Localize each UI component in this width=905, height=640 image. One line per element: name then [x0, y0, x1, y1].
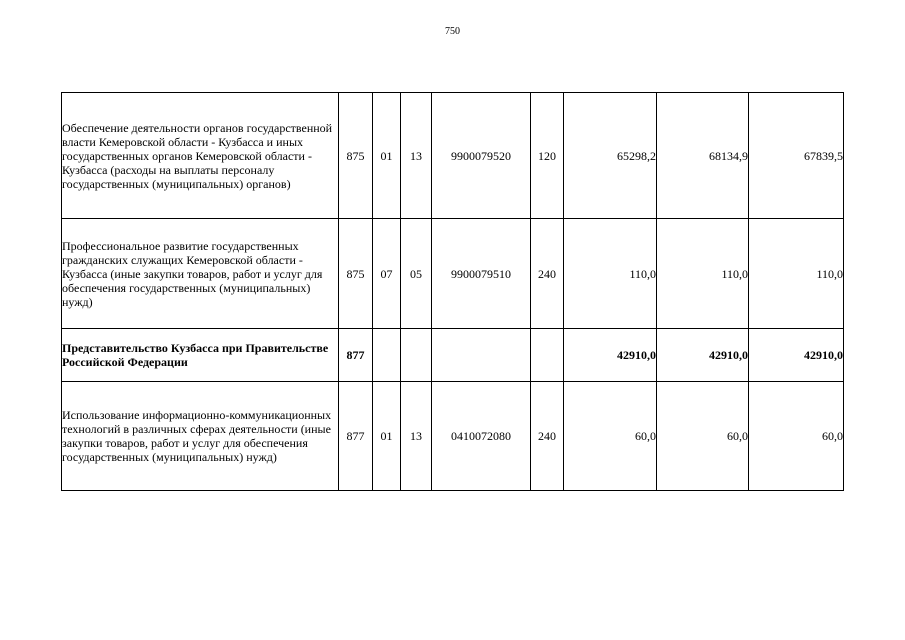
expense-type-code: 240 [531, 219, 564, 329]
row-name: Использование информационно-коммуникационных технологий в различных сферах деятельности (иные закупки товаров, работ и услуг для обеспечения государственных (муниципальных) нужд) [62, 382, 339, 491]
subsection-code [401, 329, 432, 382]
amount-year-1: 65298,2 [564, 93, 657, 219]
subsection-code: 05 [401, 219, 432, 329]
row-name: Профессиональное развитие государственных гражданских служащих Кемеровской области - Кузбасса (иные закупки товаров, работ и услуг для обеспечения государственных (муниципальных) нужд) [62, 219, 339, 329]
ministry-code: 877 [339, 382, 373, 491]
amount-year-1: 60,0 [564, 382, 657, 491]
table-row [62, 219, 844, 329]
amount-year-3: 42910,0 [749, 329, 844, 382]
amount-year-2: 60,0 [657, 382, 749, 491]
row-name: Представительство Кузбасса при Правительстве Российской Федерации [62, 329, 339, 382]
target-article-code: 9900079520 [432, 93, 531, 219]
amount-year-2: 110,0 [657, 219, 749, 329]
subsection-code: 13 [401, 382, 432, 491]
amount-year-3: 60,0 [749, 382, 844, 491]
ministry-code: 875 [339, 93, 373, 219]
target-article-code: 9900079510 [432, 219, 531, 329]
amount-year-1: 110,0 [564, 219, 657, 329]
expense-type-code: 120 [531, 93, 564, 219]
amount-year-3: 110,0 [749, 219, 844, 329]
target-article-code: 0410072080 [432, 382, 531, 491]
expense-type-code [531, 329, 564, 382]
amount-year-2: 42910,0 [657, 329, 749, 382]
amount-year-3: 67839,5 [749, 93, 844, 219]
amount-year-2: 68134,9 [657, 93, 749, 219]
table-row [62, 382, 844, 491]
subsection-code: 13 [401, 93, 432, 219]
ministry-code: 875 [339, 219, 373, 329]
section-code: 01 [373, 93, 401, 219]
section-code [373, 329, 401, 382]
ministry-code: 877 [339, 329, 373, 382]
table-row [62, 329, 844, 382]
row-name: Обеспечение деятельности органов государственной власти Кемеровской области - Кузбасса и иных государственных органов Кемеровской области - Кузбасса (расходы на выплаты персоналу государственных (муниципальных) органов) [62, 93, 339, 219]
section-code: 01 [373, 382, 401, 491]
amount-year-1: 42910,0 [564, 329, 657, 382]
expense-type-code: 240 [531, 382, 564, 491]
section-code: 07 [373, 219, 401, 329]
page-number: 750 [445, 26, 460, 37]
budget-table [61, 92, 844, 491]
target-article-code [432, 329, 531, 382]
table-row [62, 93, 844, 219]
